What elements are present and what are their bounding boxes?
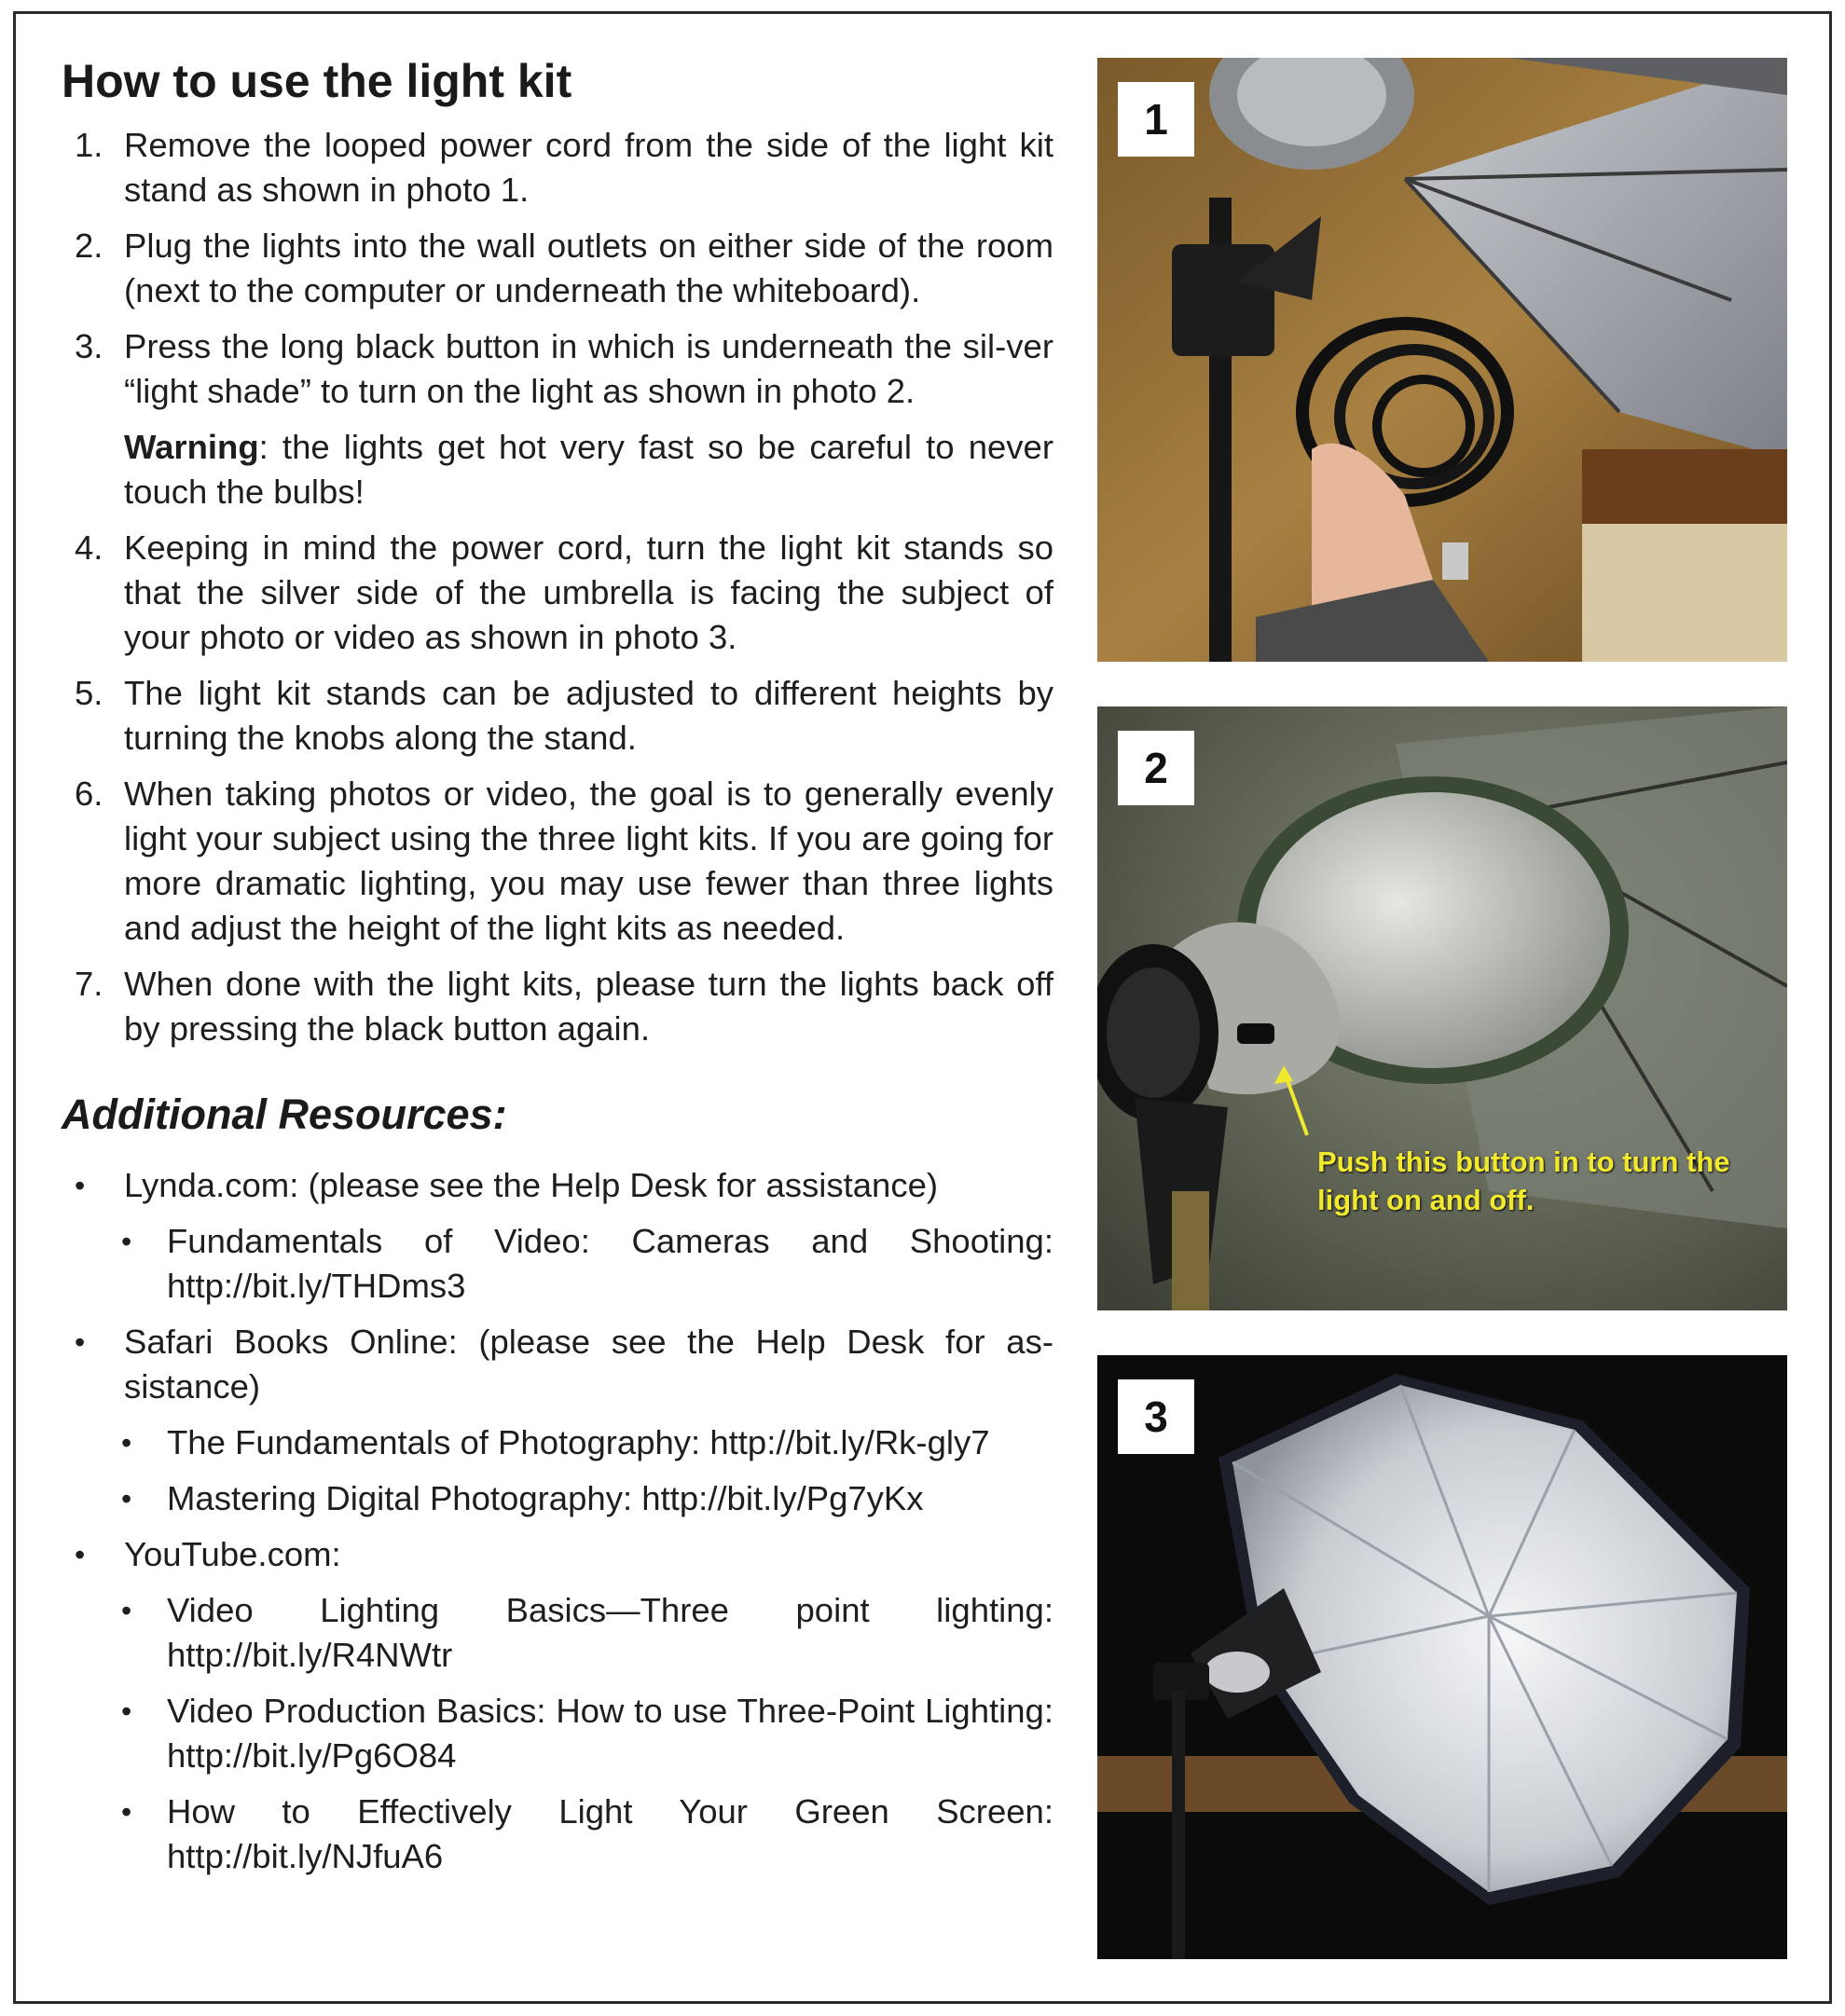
- bullet-icon: •: [121, 1482, 132, 1515]
- resource-link-item: [62, 1689, 1053, 1778]
- step-number: 3.: [75, 327, 103, 365]
- step-number: 2.: [75, 226, 103, 265]
- step-text: When done with the light kits, please turn the lights back off by pressing the black button again.: [124, 965, 1053, 1048]
- resource-link-item: [62, 1420, 1053, 1465]
- warning-note: [124, 425, 1053, 514]
- steps-list: [62, 123, 1053, 1051]
- photo-caption: Push this button in to turn the light on and off.: [1317, 1145, 1730, 1216]
- bullet-icon: •: [121, 1594, 132, 1627]
- bullet-icon: •: [121, 1694, 132, 1728]
- photo-power-cord: [1097, 58, 1787, 662]
- page-title: How to use the light kit: [62, 55, 572, 107]
- photo-badge: 2: [1118, 731, 1194, 805]
- step-item: [62, 224, 1053, 313]
- step-text: When taking photos or video, the goal is to generally evenly light your subject using the three light kits. If you are going for more dramatic lighting, you may use fewer than three lights and adjust the height of the light kits as needed.: [124, 775, 1053, 947]
- resources-list: [62, 1163, 1053, 1879]
- step-number: 7.: [75, 965, 103, 1003]
- step-item: [62, 123, 1053, 213]
- step-item: [62, 962, 1053, 1051]
- resource-item: [62, 1320, 1053, 1521]
- resource-text: Lynda.com: (please see the Help Desk for assistance): [124, 1166, 939, 1204]
- photo-3-illustration: [1097, 1355, 1787, 1959]
- bullet-icon: •: [121, 1795, 132, 1829]
- resource-text: YouTube.com:: [124, 1535, 341, 1573]
- step-item: [62, 526, 1053, 660]
- warning-text: : the lights get hot very fast so be careful to never touch the bulbs!: [124, 428, 1053, 511]
- resource-item: [62, 1532, 1053, 1879]
- resource-link-item: [62, 1588, 1053, 1678]
- step-text: Remove the looped power cord from the side of the light kit stand as shown in photo 1.: [124, 126, 1053, 209]
- resource-link-text: The Fundamentals of Photography: http://bit.ly/Rk-gly7: [167, 1423, 990, 1461]
- photo-badge: 1: [1118, 82, 1194, 157]
- step-text: The light kit stands can be adjusted to different heights by turning the knobs along the stand.: [124, 674, 1053, 757]
- resource-link-item: [62, 1219, 1053, 1309]
- step-text: Keeping in mind the power cord, turn the light kit stands so that the silver side of the umbrella is facing the subject of your photo or video as shown in photo 3.: [124, 528, 1053, 656]
- resource-link-item: [62, 1476, 1053, 1521]
- step-number: 5.: [75, 674, 103, 712]
- resources-heading: Additional Resources:: [62, 1090, 507, 1138]
- step-text: Plug the lights into the wall outlets on either side of the room (next to the computer or underneath the whiteboard).: [124, 226, 1053, 309]
- bullet-icon: •: [75, 1325, 86, 1359]
- resource-sublist: [62, 1420, 1053, 1521]
- photo-2-illustration: [1097, 706, 1787, 1310]
- step-text: Press the long black button in which is underneath the sil-ver “light shade” to turn on the light as shown in photo 2.: [124, 327, 1053, 410]
- photo-badge: 3: [1118, 1379, 1194, 1454]
- bullet-icon: •: [75, 1169, 86, 1202]
- resource-sublist: [62, 1588, 1053, 1879]
- resource-text: Safari Books Online: (please see the Help Desk for as-sistance): [124, 1323, 1053, 1406]
- bullet-icon: •: [121, 1426, 132, 1460]
- step-item: [62, 324, 1053, 514]
- photo-1-illustration: [1097, 58, 1787, 662]
- photo-light-button: [1097, 706, 1787, 1310]
- bullet-icon: •: [75, 1538, 86, 1571]
- resource-link-text: How to Effectively Light Your Green Screen: http://bit.ly/NJfuA6: [167, 1792, 1053, 1875]
- step-item: [62, 671, 1053, 761]
- instructions-column: [62, 48, 1053, 1890]
- resource-link-text: Video Lighting Basics—Three point lighting: http://bit.ly/R4NWtr: [167, 1591, 1053, 1674]
- warning-label: Warning: [124, 428, 259, 466]
- resource-link-text: Fundamentals of Video: Cameras and Shooting: http://bit.ly/THDms3: [167, 1222, 1053, 1305]
- resource-link-text: Mastering Digital Photography: http://bit.ly/Pg7yKx: [167, 1479, 924, 1517]
- step-number: 4.: [75, 528, 103, 567]
- step-item: [62, 772, 1053, 951]
- step-number: 1.: [75, 126, 103, 164]
- bullet-icon: •: [121, 1225, 132, 1258]
- resource-item: [62, 1163, 1053, 1309]
- resource-link-item: [62, 1790, 1053, 1879]
- resource-link-text: Video Production Basics: How to use Three-Point Lighting: http://bit.ly/Pg6O84: [167, 1692, 1053, 1775]
- photo-umbrella: [1097, 1355, 1787, 1959]
- step-number: 6.: [75, 775, 103, 813]
- resource-sublist: [62, 1219, 1053, 1309]
